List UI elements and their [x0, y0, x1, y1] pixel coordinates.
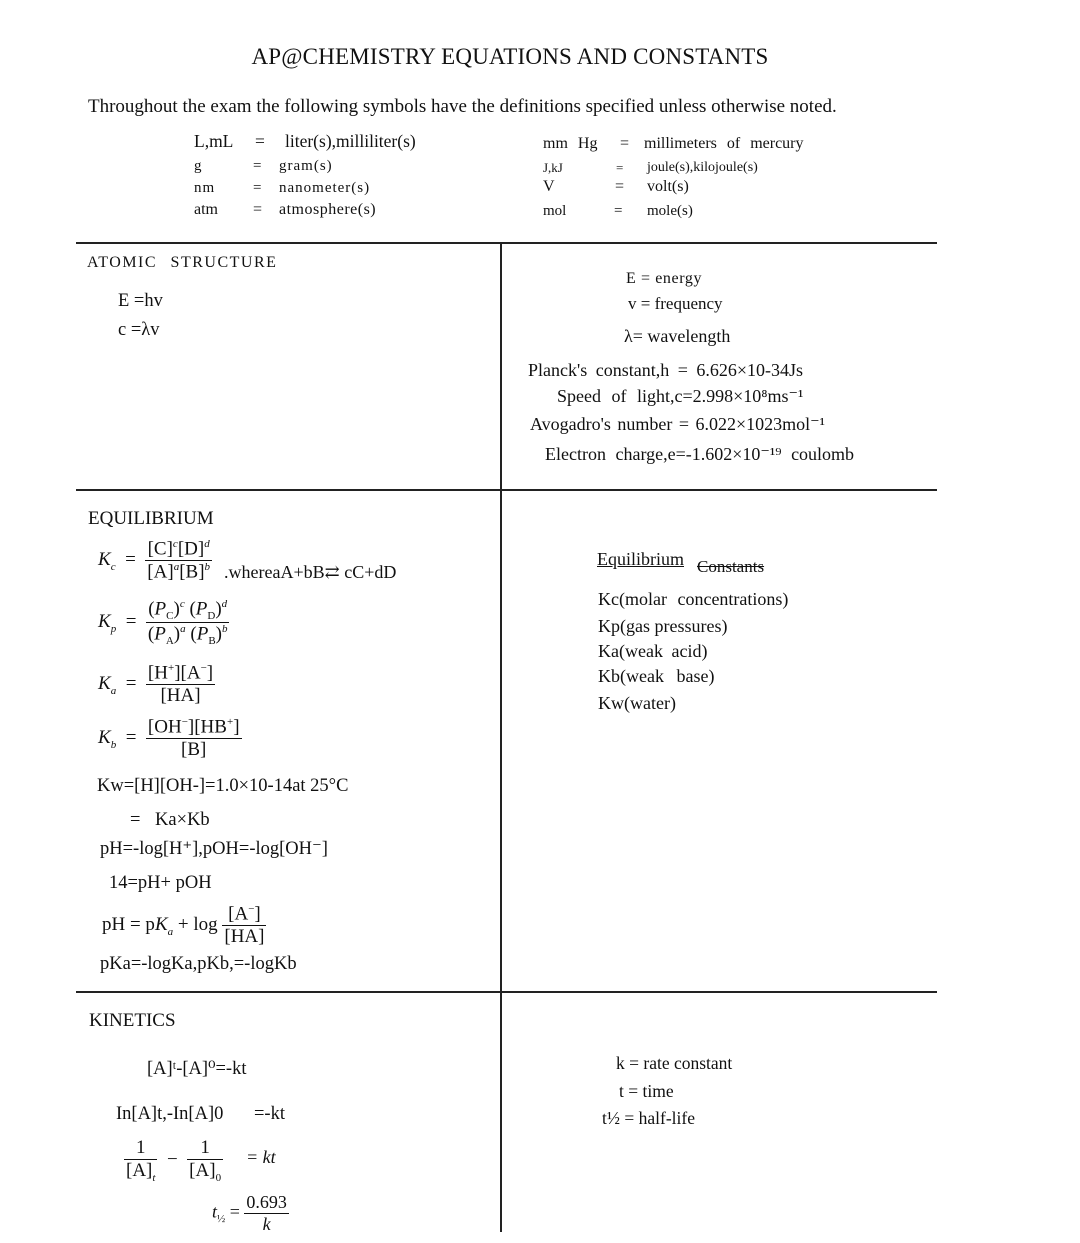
- legend-half-life: t½ = half-life: [602, 1108, 695, 1128]
- kinetics-zero-order: [A]ᵗ-[A]⁰=-kt: [147, 1059, 247, 1079]
- kc-reaction-note: .whereaA+bB⇄ cC+dD: [224, 562, 397, 582]
- def-eq: =: [616, 160, 624, 175]
- def-meaning-joule: joule(s),kilojoule(s): [647, 160, 758, 175]
- const-light: Speed of light,c=2.998×10⁸ms⁻¹: [557, 386, 804, 406]
- const-kp: Kp(gas pressures): [598, 616, 728, 636]
- second-order-term-1: $\frac{1}{[A]_t}$: [126, 1137, 156, 1184]
- kc-fraction: $\frac{[C]^c[D]^d}{[A]^a[B]^b}$: [147, 538, 211, 583]
- def-symbol-mmhg: mm Hg: [543, 135, 598, 152]
- kp-fraction: $\frac{(P_C)^c (P_D)^d}{(P_A)^a (P_B)^b}$: [147, 598, 228, 648]
- def-eq: =: [614, 203, 623, 219]
- ph-definition: pH=-log[H⁺],pOH=-log[OH⁻]: [100, 839, 328, 859]
- def-eq: =: [620, 135, 630, 152]
- divider-kinetics: [76, 991, 937, 993]
- def-meaning-atm: atmosphere(s): [279, 201, 377, 218]
- page-title: AP@CHEMISTRY EQUATIONS AND CONSTANTS: [251, 44, 769, 69]
- atomic-eq-speed: c =λv: [118, 320, 160, 340]
- const-electron: Electron charge,e=-1.602×10⁻¹⁹ coulomb: [545, 444, 855, 464]
- kw-equation: Kw=[H][OH-]=1.0×10-14at 25°C: [97, 776, 349, 796]
- atomic-heading: ATOMIC STRUCTURE: [87, 254, 278, 271]
- legend-wavelength: λ= wavelength: [624, 326, 731, 346]
- kw-product: = Ka×Kb: [130, 810, 210, 830]
- def-symbol-liter: L,mL: [194, 131, 234, 151]
- const-kb: Kb(weak base): [598, 666, 715, 686]
- const-kw: Kw(water): [598, 693, 676, 713]
- kinetics-first-order-rhs: =-kt: [254, 1104, 285, 1124]
- kb-fraction: $\frac{[OH^-][HB^+]}{[B]}$: [147, 716, 240, 761]
- half-life-fraction: [244, 1192, 289, 1235]
- def-symbol-joule: J,kJ: [543, 160, 563, 175]
- def-meaning-nm: nanometer(s): [279, 180, 371, 196]
- henderson-hasselbalch: pH = $pK_a + \log$ $\frac{[A^-]}{[HA]}$: [102, 903, 265, 948]
- const-heading: Equilibrium: [597, 549, 684, 569]
- ka-fraction: $\frac{[H^+][A^-]}{[HA]}$: [147, 662, 214, 707]
- legend-time: t = time: [619, 1081, 674, 1101]
- atomic-eq-energy: E =hv: [118, 291, 163, 311]
- def-symbol-volt: V: [543, 178, 555, 195]
- def-symbol-nm: nm: [194, 180, 216, 196]
- kinetics-second-order-rhs: = kt: [246, 1147, 276, 1167]
- ph-sum: 14=pH+ pOH: [109, 873, 212, 893]
- half-life-numerator: 0.693: [246, 1192, 287, 1212]
- intro-text: Throughout the exam the following symbols have the definitions specified unless otherwise noted.: [88, 96, 837, 117]
- divider-equilibrium: [76, 489, 937, 491]
- const-avogadro: Avogadro's number = 6.022×1023mol⁻¹: [530, 414, 826, 434]
- divider-vertical: [500, 242, 502, 1232]
- ka-equation: $K_a$ = $\frac{[H^+][A^-]}{[HA]}$: [98, 662, 214, 707]
- legend-energy: E = energy: [626, 270, 703, 287]
- def-eq: =: [253, 180, 263, 196]
- kinetics-second-order: $\frac{1}{[A]_t}$ − $\frac{1}{[A]_0}$: [126, 1137, 222, 1184]
- def-eq: =: [255, 131, 265, 151]
- kc-equation: $K_c$ = $\frac{[C]^c[D]^d}{[A]^a[B]^b}$: [98, 538, 211, 583]
- divider-top: [76, 242, 937, 244]
- def-meaning-mol: mole(s): [647, 203, 693, 219]
- half-life-denominator: k: [262, 1214, 271, 1234]
- kp-equation: $K_p$ = $\frac{(P_C)^c (P_D)^d}{(P_A)^a (P_B)^b}$: [98, 598, 228, 648]
- pka-definition: pKa=-logKa,pKb,=-logKb: [100, 954, 297, 974]
- const-planck: Planck's constant,h = 6.626×10-34Js: [528, 360, 804, 380]
- def-eq: =: [615, 178, 625, 195]
- def-meaning-gram: gram(s): [279, 158, 333, 174]
- kb-equation: $K_b$ = $\frac{[OH^-][HB^+]}{[B]}$: [98, 716, 240, 761]
- half-life-equation: $t_{\frac{1}{2}}$ = $\frac{0.693}{k}$: [212, 1192, 287, 1234]
- const-ka: Ka(weak acid): [598, 641, 708, 661]
- def-symbol-mol: mol: [543, 203, 567, 219]
- const-kc: Kc(molar concentrations): [598, 589, 789, 609]
- def-symbol-atm: atm: [194, 201, 218, 218]
- kinetics-heading: KINETICS: [89, 1010, 176, 1031]
- kinetics-first-order: In[A]t,-In[A]0: [116, 1104, 224, 1124]
- second-order-term-2: $\frac{1}{[A]_0}$: [189, 1137, 222, 1184]
- legend-rate-constant: k = rate constant: [616, 1053, 733, 1073]
- def-meaning-liter: liter(s),milliliter(s): [285, 131, 416, 151]
- equilibrium-heading: EQUILIBRIUM: [88, 508, 214, 529]
- hh-fraction: $\frac{[A^-]}{[HA]}$: [224, 903, 265, 948]
- def-eq: =: [253, 201, 263, 218]
- def-symbol-gram: g: [194, 158, 203, 174]
- def-meaning-mmhg: millimeters of mercury: [644, 135, 804, 152]
- def-eq: =: [253, 158, 263, 174]
- const-heading-2: Constants: [697, 557, 765, 576]
- def-meaning-volt: volt(s): [647, 178, 689, 195]
- legend-frequency: v = frequency: [628, 294, 723, 313]
